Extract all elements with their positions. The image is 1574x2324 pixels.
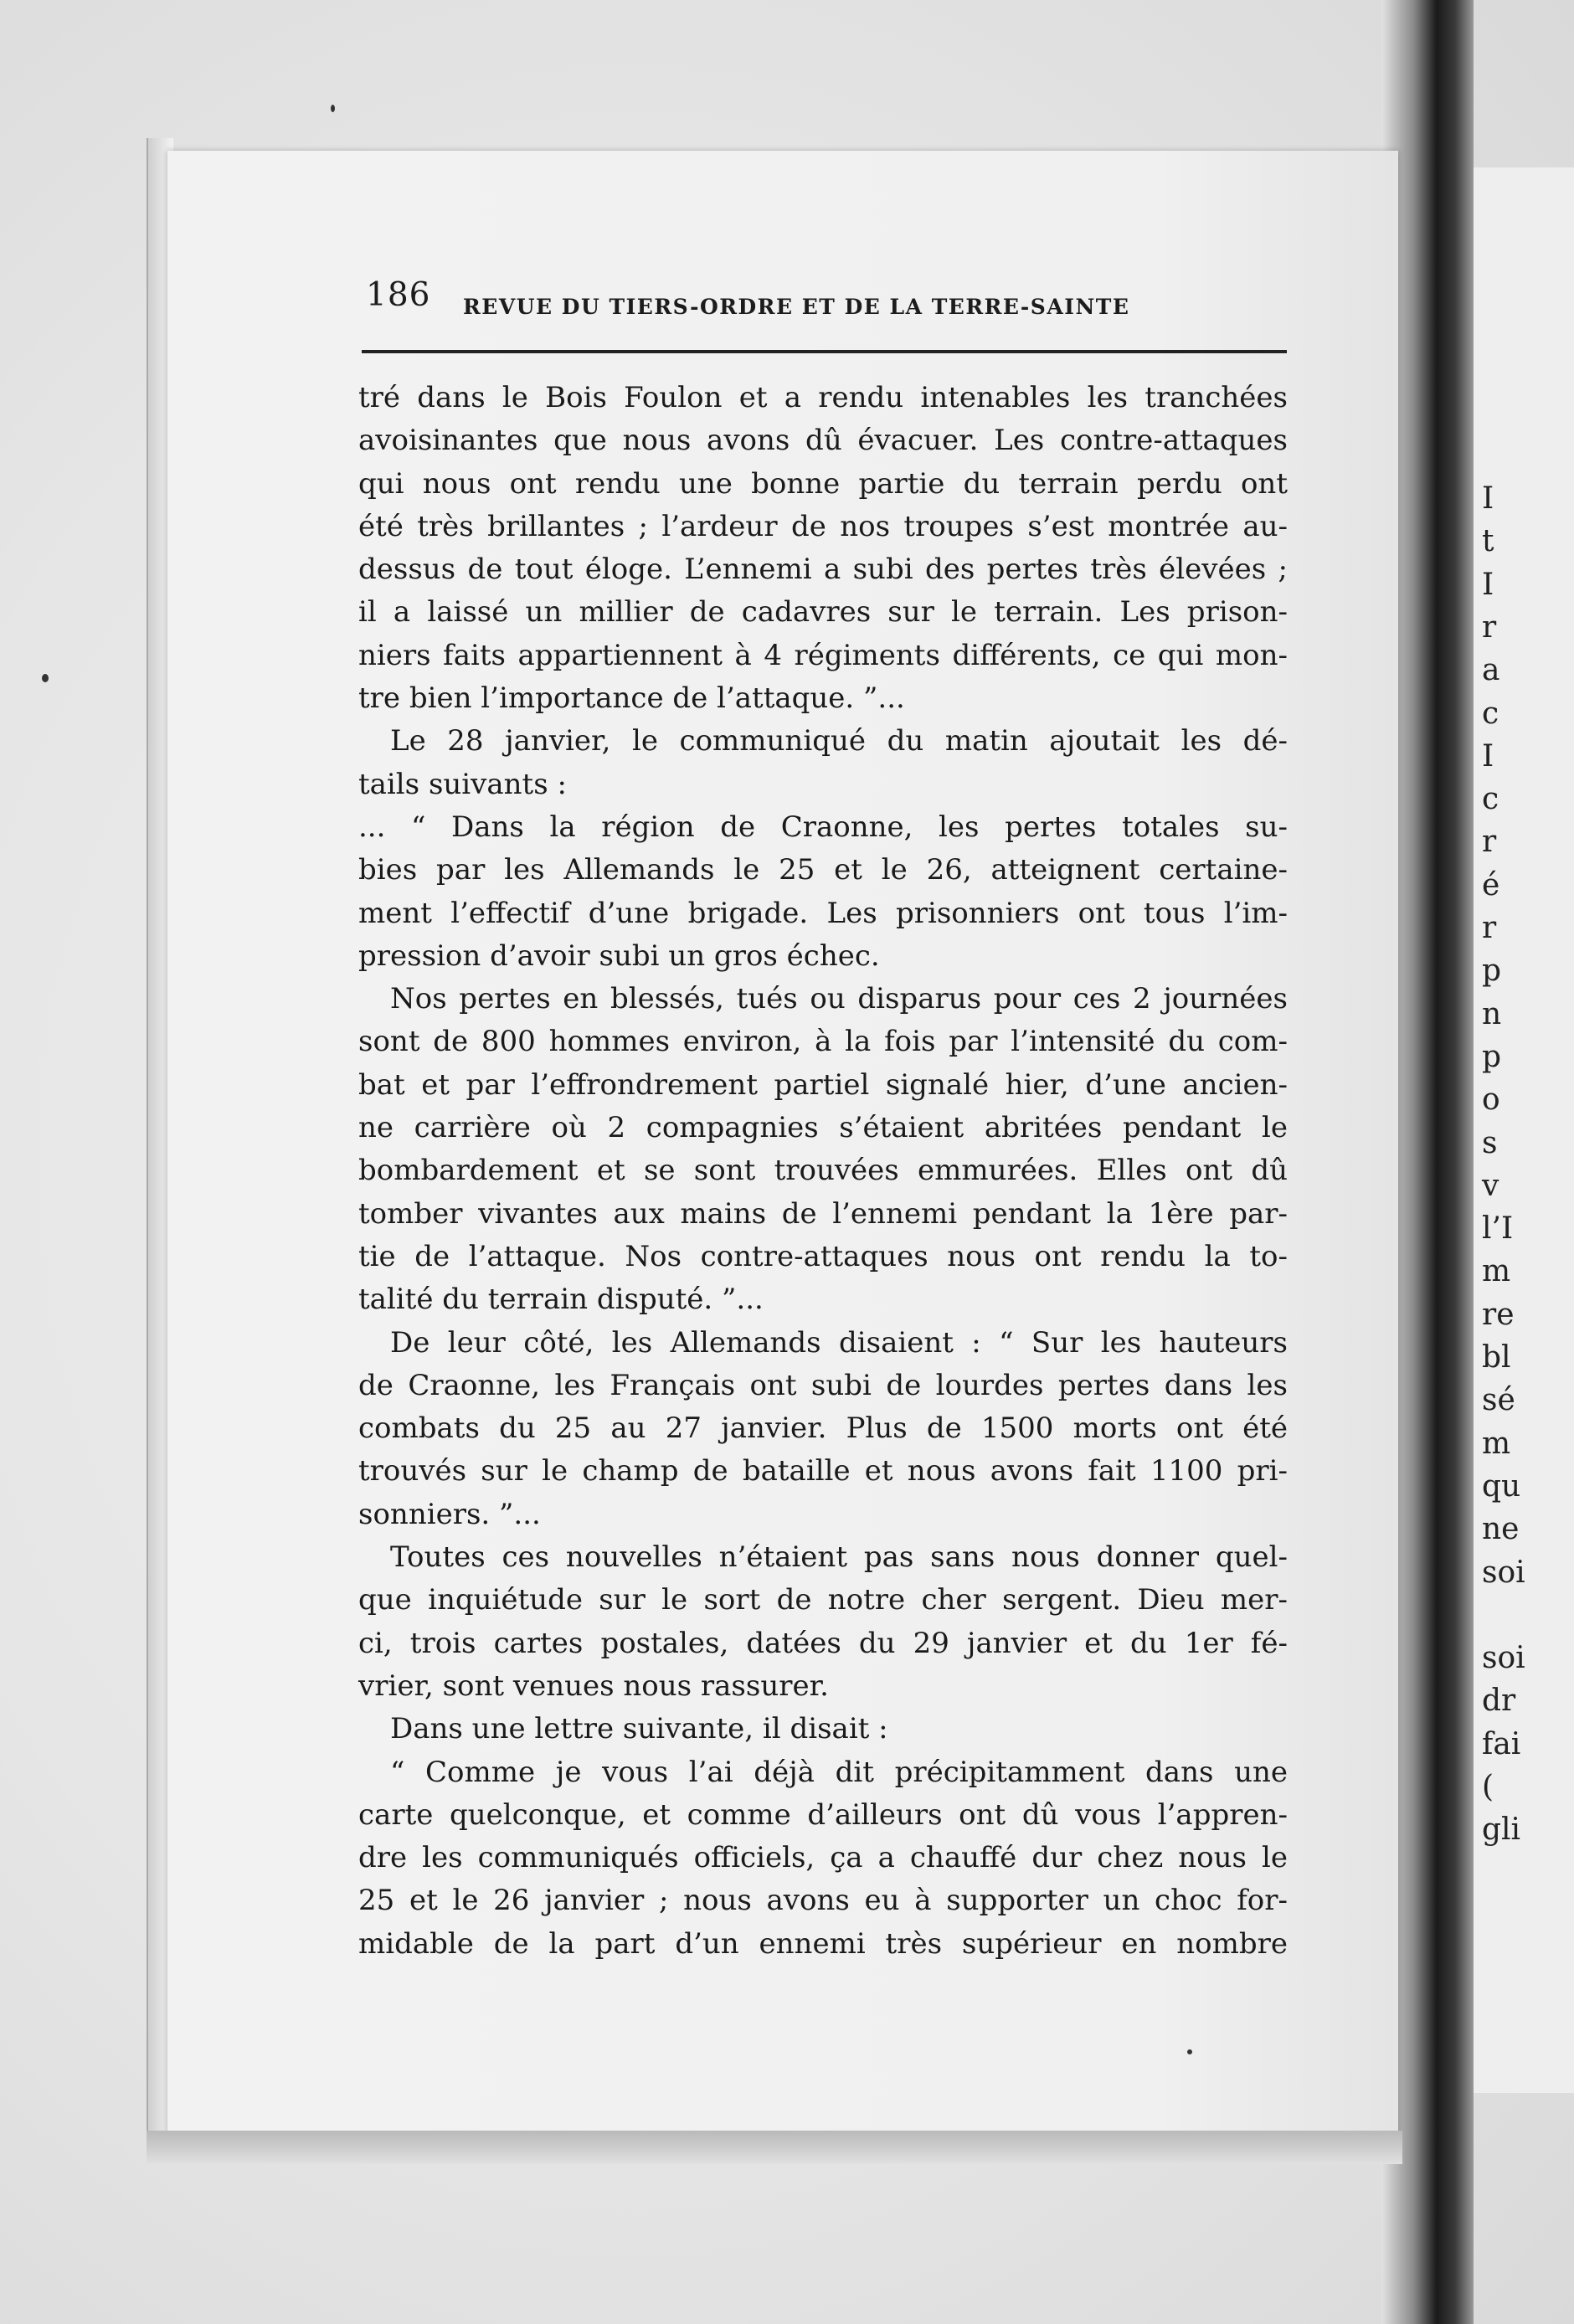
facing-page-fragment: soi (1482, 1641, 1525, 1676)
body-text (358, 377, 1288, 1966)
text-line: tré dans le Bois Foulon et a rendu intenables les tranchées (358, 381, 1288, 414)
text-line: 25 et le 26 janvier ; nous avons eu à supporter un choc for- (358, 1884, 1288, 1918)
facing-page-fragment: re (1482, 1297, 1515, 1332)
facing-page-fragment: I (1482, 567, 1494, 602)
text-line: carte quelconque, et comme d’ailleurs ont dû vous l’appren- (358, 1797, 1288, 1832)
facing-page-fragment: I (1482, 738, 1494, 774)
text-line: tails suivants : (358, 767, 567, 801)
facing-page-fragment: m (1482, 1426, 1511, 1461)
text-line: ci, trois cartes postales, datées du 29 janvier et du 1er fé- (358, 1626, 1288, 1660)
facing-page-fragment: gli (1482, 1812, 1521, 1848)
facing-page-fragment: r (1482, 609, 1497, 645)
page-number: 186 (366, 276, 431, 314)
text-line: ment l’effectif d’une brigade. Les prisonniers ont tous l’im- (358, 896, 1288, 930)
facing-page-fragment: t (1482, 524, 1494, 559)
facing-page-fragment: p (1482, 1039, 1502, 1074)
text-line: “ Comme je vous l’ai déjà dit précipitamment dans une (390, 1755, 1288, 1789)
facing-page-fragment: o (1482, 1082, 1500, 1118)
text-line: midable de la part d’un ennemi très supérieur en nombre (358, 1926, 1288, 1961)
text-line: combats du 25 au 27 janvier. Plus de 1500 morts ont été (358, 1411, 1288, 1446)
facing-page-fragment: é (1482, 867, 1500, 902)
facing-page-fragment: dr (1482, 1684, 1516, 1719)
text-line: talité du terrain disputé. ”... (358, 1283, 764, 1317)
facing-page-fragment: s (1482, 1125, 1498, 1160)
text-line: ne carrière où 2 compagnies s’étaient abritées pendant le (358, 1111, 1288, 1145)
text-line: avoisinantes que nous avons dû évacuer. Les contre-attaques (358, 424, 1288, 458)
text-line: tomber vivantes aux mains de l’ennemi pendant la 1ère par- (358, 1196, 1288, 1231)
text-line: vrier, sont venues nous rassurer. (358, 1668, 829, 1703)
text-line: trouvés sur le champ de bataille et nous avons fait 1100 pri- (358, 1454, 1288, 1488)
facing-page-fragment: sé (1482, 1383, 1515, 1418)
text-line: bat et par l’effrondrement partiel signalé hier, d’une ancien- (358, 1067, 1288, 1102)
text-line: Nos pertes en blessés, tués ou disparus pour ces 2 journées (390, 982, 1288, 1016)
facing-page-fragment: ne (1482, 1512, 1520, 1547)
facing-page-fragment: n (1482, 996, 1502, 1031)
facing-page-fragment: v (1482, 1168, 1499, 1203)
text-line: de Craonne, les Français ont subi de lourdes pertes dans les (358, 1368, 1288, 1402)
facing-page-fragment: l’I (1482, 1211, 1514, 1247)
facing-page-fragment: ( (1482, 1770, 1494, 1804)
text-line: bies par les Allemands le 25 et le 26, atteignent certaine- (358, 853, 1288, 887)
text-line: bombardement et se sont trouvées emmurées. Elles ont dû (358, 1154, 1288, 1188)
facing-page-fragment: c (1482, 782, 1499, 817)
facing-page-fragment: fai (1482, 1726, 1521, 1761)
facing-page-edge (1474, 167, 1574, 2093)
text-line: tie de l’attaque. Nos contre-attaques nous ont rendu la to- (358, 1239, 1288, 1273)
text-line: dessus de tout éloge. L’ennemi a subi des pertes très élevées ; (358, 553, 1288, 587)
text-line: été très brillantes ; l’ardeur de nos troupes s’est montrée au- (358, 509, 1288, 543)
running-head: REVUE DU TIERS-ORDRE ET DE LA TERRE-SAINTE (463, 295, 1130, 319)
facing-page-fragment: soi (1482, 1555, 1525, 1590)
text-line: que inquiétude sur le sort de notre cher sergent. Dieu mer- (358, 1583, 1288, 1617)
text-line: il a laissé un millier de cadavres sur le terrain. Les prison- (358, 595, 1288, 630)
text-line: ... “ Dans la région de Craonne, les pertes totales su- (358, 810, 1288, 844)
facing-page-fragment: qu (1482, 1468, 1521, 1504)
dust-speck (1187, 2049, 1192, 2054)
text-line: Toutes ces nouvelles n’étaient pas sans nous donner quel- (390, 1540, 1288, 1575)
facing-page-fragment: a (1482, 653, 1500, 688)
facing-page-fragment: p (1482, 954, 1502, 989)
text-line: pression d’avoir subi un gros échec. (358, 938, 880, 973)
facing-page-fragment: I (1482, 481, 1494, 516)
text-line: Dans une lettre suivante, il disait : (390, 1712, 888, 1746)
facing-page-fragment: m (1482, 1254, 1511, 1289)
text-line: dre les communiqués officiels, ça a chauffé dur chez nous le (358, 1841, 1288, 1875)
header-rule (362, 350, 1287, 353)
facing-page-fragment: r (1482, 911, 1497, 945)
text-line: Le 28 janvier, le communiqué du matin ajoutait les dé- (390, 724, 1288, 758)
text-line: niers faits appartiennent à 4 régiments différents, ce qui mon- (358, 638, 1288, 672)
text-line: sont de 800 hommes environ, à la fois par l’intensité du com- (358, 1025, 1288, 1059)
dust-speck (42, 674, 49, 682)
dust-speck (331, 105, 335, 112)
text-line: De leur côté, les Allemands disaient : “ Sur les hauteurs (390, 1325, 1288, 1360)
text-line: qui nous ont rendu une bonne partie du terrain perdu ont (358, 466, 1288, 501)
text-line: sonniers. ”... (358, 1497, 541, 1531)
page-bottom-shadow (147, 2131, 1402, 2164)
facing-page-fragment: bl (1482, 1340, 1511, 1375)
text-line: tre bien l’importance de l’attaque. ”... (358, 681, 905, 716)
facing-page-fragment: r (1482, 825, 1497, 860)
facing-page-fragment: c (1482, 696, 1499, 731)
